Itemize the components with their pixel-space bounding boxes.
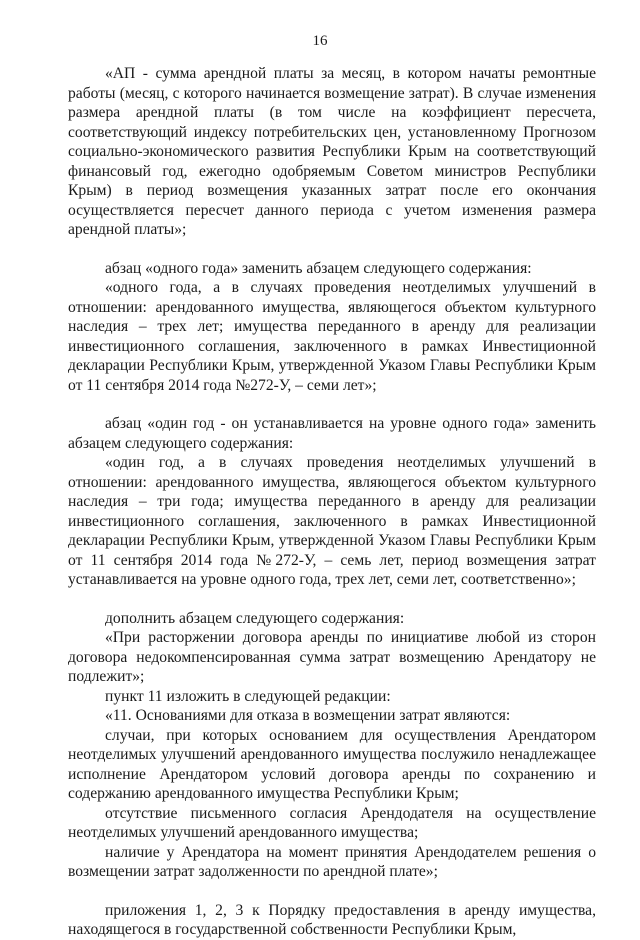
- paragraph-ap-definition: «АП - сумма арендной платы за месяц, в котором начаты ремонтные работы (месяц, с которого начинается возмещение затрат). В случае изменения размера арендной платы (в том числе на коэффициент пересчета, соответствующий индексу потребительских цен, установленному Прогнозом социально-экономического развития Республики Крым на соответствующий финансовый год, ежегодно одобряемым Советом министров Республики Крым) в период возмещения указанных затрат после его окончания осуществляется пересчет данного периода с учетом изменения размера арендной платы»;: [68, 65, 596, 238]
- paragraph-one-year-text: «одного года, а в случаях проведения неотделимых улучшений в отношении: арендованного имущества, являющегося объектом культурного наследия – трех лет; имущества переданного в аренду для реализации инвестиционного соглашения, заключенного в рамках Инвестиционной декларации Республики Крым, утвержденной Указом Главы Республики Крым от 11 сентября 2014 года №272-У, – семи лет»;: [68, 279, 596, 394]
- paragraph-item-11-intro: пункт 11 изложить в следующей редакции:: [105, 687, 391, 705]
- paragraph-add-text: дополнить абзацем следующего содержания:: [105, 609, 405, 627]
- paragraph-appendices: приложения 1, 2, 3 к Порядку предоставления в аренду имущества, находящегося в государственной собственности Республики Крым,: [68, 901, 596, 938]
- paragraph-one-year-level-text: «один год, а в случаях проведения неотделимых улучшений в отношении: арендованного имущества, являющегося объектом культурного наследия – три года; имущества переданного в аренду для реализации инвестиционного соглашения, заключенного в рамках Инвестиционной декларации Республики Крым, утвержденной Указом Главы Республики Крым от 11 сентября 2014 года №272-У, – семь лет, период возмещения затрат устанавливается на уровне одного года, трех лет, семи лет, соответственно»;: [68, 454, 596, 588]
- paragraph-ground-no-consent: отсутствие письменного согласия Арендодателя на осуществление неотделимых улучшений арендованного имущества;: [68, 804, 596, 841]
- paragraph-termination: «При расторжении договора аренды по инициативе любой из сторон договора недокомпенсированная сумма затрат возмещению Арендатору не подлежит»;: [68, 629, 596, 685]
- paragraph-ground-debt: наличие у Арендатора на момент принятия Арендодателем решения о возмещении затрат задолженности по арендной плате»;: [68, 843, 596, 880]
- paragraph-replace-one-year: абзац «одного года» заменить абзацем следующего содержания:: [105, 259, 532, 277]
- paragraph-replace-one-year-level: абзац «один год - он устанавливается на уровне одного года» заменить абзацем следующего содержания:: [68, 415, 596, 452]
- document-body: [68, 64, 596, 940]
- paragraph-item-11-grounds: «11. Основаниями для отказа в возмещении затрат являются:: [105, 707, 511, 724]
- page-number: 16: [312, 33, 328, 49]
- paragraph-ground-improper-execution: случаи, при которых основанием для осуществления Арендатором неотделимых улучшений арендованного имущества послужило ненадлежащее исполнение Арендатором условий договора аренды по сохранению и содержанию арендованного имущества Республики Крым;: [68, 726, 596, 802]
